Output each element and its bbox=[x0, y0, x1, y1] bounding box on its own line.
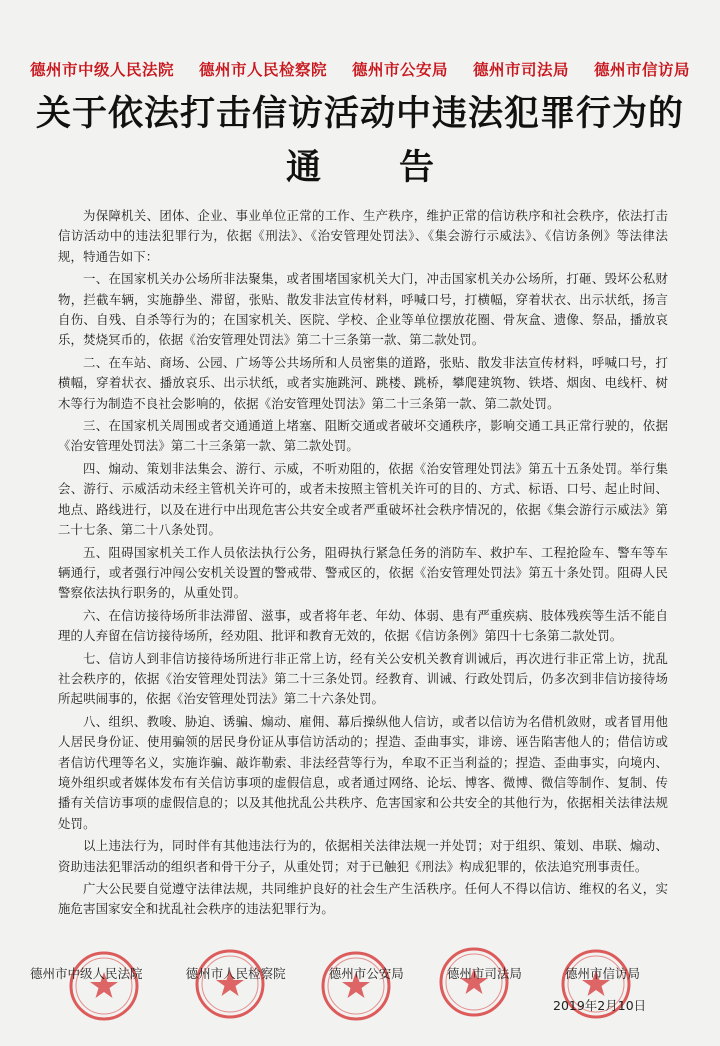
notice-title-line1: 关于依法打击信访活动中违法犯罪行为的 bbox=[35, 93, 684, 134]
paragraph-intro: 为保障机关、团体、企业、事业单位正常的工作、生产秩序，维护正常的信访秩序和社会秩序，依法打击信访活动中的违法犯罪行为，依据《刑法》、《治安管理处罚法》、《集会游行示威法》、《信访条例》等法律法规，特通告如下： bbox=[58, 208, 668, 264]
paragraph-item-6: 六、在信访接待场所非法滞留、滋事，或者将年老、年幼、体弱、患有严重疾病、肢体残疾等生活不能自理的人弃留在信访接待场所，经劝阻、批评和教育无效的，依据《信访条例》第四十七条第二款处罚。 bbox=[58, 607, 668, 644]
issue-date: 2019年2月10日 bbox=[553, 998, 647, 1013]
justice-seal-icon bbox=[438, 946, 510, 1018]
header-org-justice: 德州市司法局 bbox=[472, 60, 569, 79]
signature-police: 德州市公安局 bbox=[328, 966, 404, 981]
header-org-procuratorate: 德州市人民检察院 bbox=[198, 60, 327, 79]
paragraph-item-4: 四、煽动、策划非法集会、游行、示威，不听劝阻的，依据《治安管理处罚法》第五十五条处罚。举行集会、游行、示威活动未经主管机关许可的，或者未按照主管机关许可的目的、方式、标语、口号、起止时间、地点、路线进行，以及在进行中出现危害公共安全或者严重破坏社会秩序情况的，依据《集会游行示威法》第二十七条、第二十八条处罚。 bbox=[58, 460, 668, 538]
paragraph-penalties: 以上违法行为，同时伴有其他违法行为的，依据相关法律法规一并处罚；对于组织、策划、串联、煽动、资助违法犯罪活动的组织者和骨干分子，从重处罚；对于已触犯《刑法》构成犯罪的，依法追究刑事责任。 bbox=[58, 838, 668, 874]
notice-body bbox=[58, 206, 668, 922]
header-org-petition: 德州市信访局 bbox=[593, 60, 690, 79]
court-seal-icon bbox=[68, 950, 140, 1022]
paragraph-item-3: 三、在国家机关周围或者交通通道上堵塞、阻断交通或者破坏交通秩序，影响交通工具正常行驶的，依据《治安管理处罚法》第二十三条第一款、第二款处罚。 bbox=[58, 418, 668, 454]
paragraph-item-5: 五、阻碍国家机关工作人员依法执行公务，阻碍执行紧急任务的消防车、救护车、工程抢险车、警车等车辆通行，或者强行冲闯公安机关设置的警戒带、警戒区的，依据《治安管理处罚法》第五十条处罚。阻碍人民警察依法执行职务的，从重处罚。 bbox=[58, 544, 668, 601]
paragraph-item-8: 八、组织、教唆、胁迫、诱骗、煽动、雇佣、幕后操纵他人信访，或者以信访为名借机敛财，或者冒用他人居民身份证、使用骗领的居民身份证从事信访活动的；捏造、歪曲事实，诽谤、诬告陷害他人的；借信访或者信访代理等名义，实施诈骗、敲诈勒索、非法经营等行为，牟取不正当利益的；捏造、歪曲事实，向境内、境外组织或者媒体发布有关信访事项的虚假信息，或者通过网络、论坛、博客、微博、微信等制作、复制、传播有关信访事项的虚假信息的；以及其他扰乱公共秩序、危害国家和公共安全的其他行为，依据相关法律法规处罚。 bbox=[58, 713, 668, 831]
police-seal-icon bbox=[320, 950, 392, 1022]
header-org-police: 德州市公安局 bbox=[351, 60, 448, 79]
header-org-court: 德州市中级人民法院 bbox=[30, 60, 175, 79]
notice-title-line2: 通告 bbox=[285, 147, 512, 188]
paragraph-item-2: 二、在车站、商场、公园、广场等公共场所和人员密集的道路，张贴、散发非法宣传材料，呼喊口号，打横幅，穿着状衣、播放哀乐、出示状纸，或者实施跳河、跳楼、跳桥，攀爬建筑物、铁塔、烟囱、电线杆、树木等行为制造不良社会影响的，依据《治安管理处罚法》第二十三条第一款、第二款处罚。 bbox=[58, 354, 668, 411]
paragraph-closing: 广大公民要自觉遵守法律法规，共同维护良好的社会生产生活秩序。任何人不得以信访、维权的名义，实施危害国家安全和扰乱社会秩序的违法犯罪行为。 bbox=[58, 881, 668, 917]
signature-procuratorate: 德州市人民检察院 bbox=[185, 966, 286, 981]
paragraph-item-7: 七、信访人到非信访接待场所进行非正常上访，经有关公安机关教育训诫后，再次进行非正常上访，扰乱社会秩序的，依据《治安管理处罚法》第二十三条处罚。经教育、训诫、行政处罚后，仍多次到非信访接待场所起哄闹事的，依据《治安管理处罚法》第二十六条处罚。 bbox=[58, 650, 668, 707]
paragraph-item-1: 一、在国家机关办公场所非法聚集，或者围堵国家机关大门，冲击国家机关办公场所，打砸、毁坏公私财物，拦截车辆，实施静坐、滞留，张贴、散发非法宣传材料，呼喊口号，打横幅，穿着状衣、出示状纸，扬言自伤、自残、自杀等行为的；在国家机关、医院、学校、企业等单位摆放花圈、骨灰盒、遗像、祭品，播放哀乐，焚烧冥币的，依据《治安管理处罚法》第二十三条第一款、第二款处罚。 bbox=[58, 271, 668, 348]
procuratorate-seal-icon bbox=[194, 948, 266, 1020]
signature-court: 德州市中级人民法院 bbox=[30, 966, 143, 981]
signature-block bbox=[30, 964, 640, 982]
signature-petition: 德州市信访局 bbox=[564, 966, 640, 981]
signature-justice: 德州市司法局 bbox=[446, 966, 522, 981]
issuing-organizations-header bbox=[30, 58, 690, 80]
